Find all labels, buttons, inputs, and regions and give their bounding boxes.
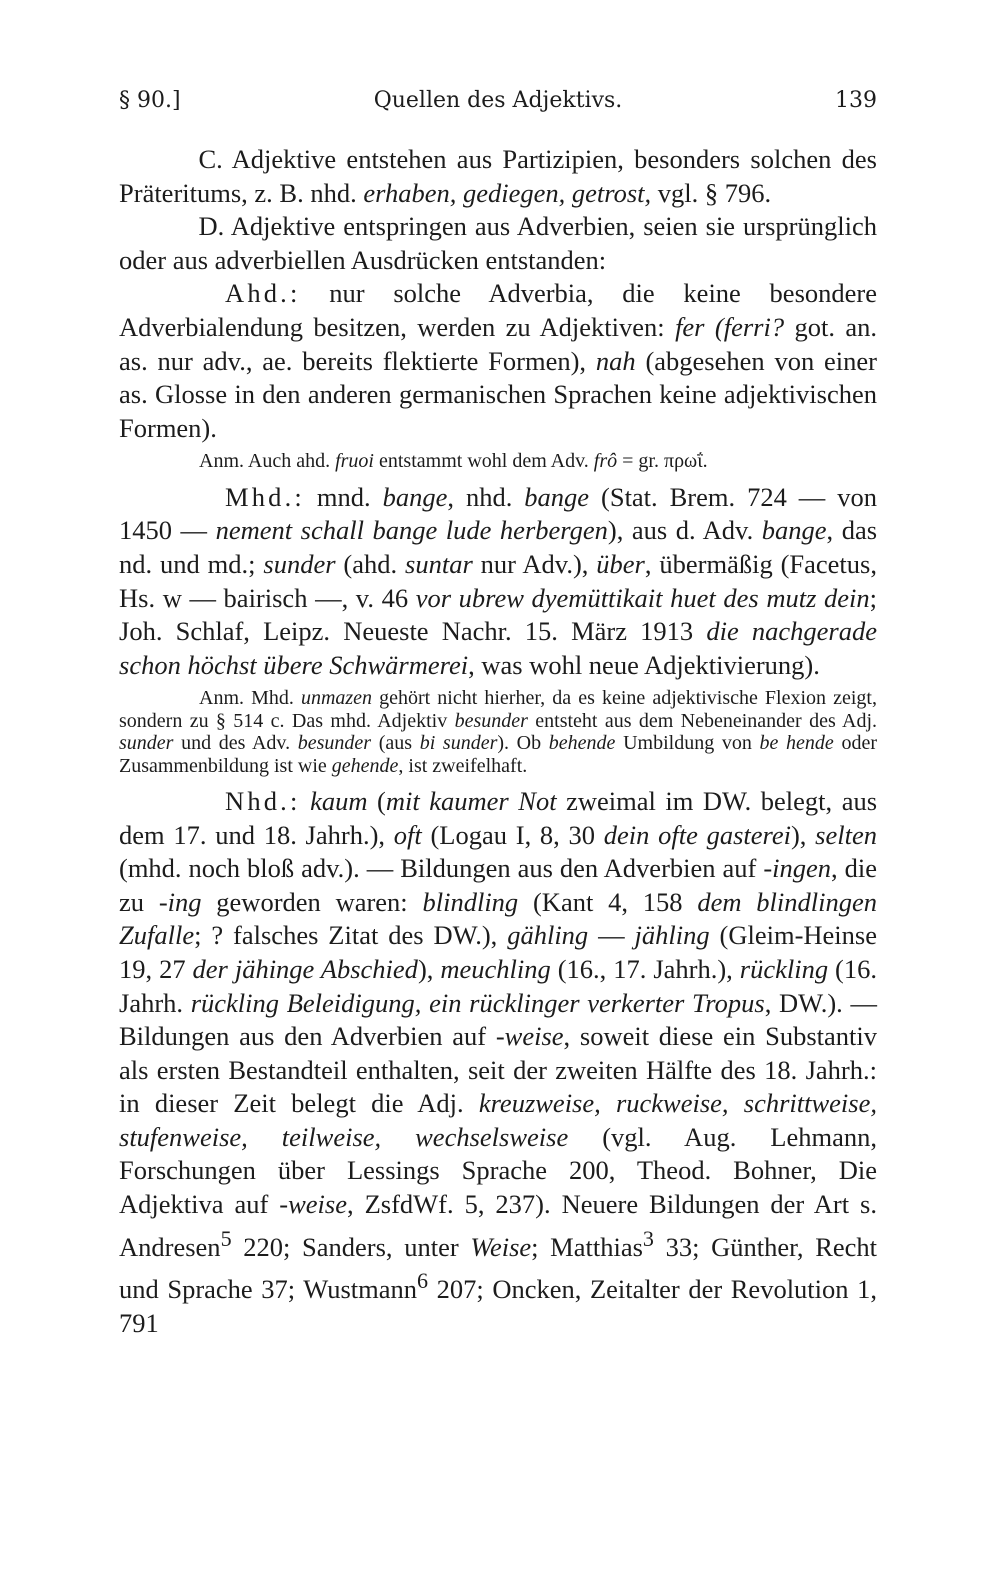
annotation-2: Anm. Mhd. unmazen gehört nicht hierher, da es keine adjektivische Flexion zeigt, sondern zu § 514 c. Das mhd. Adjektiv besunder entsteht aus dem Nebeneinander des Adj. sunder und des Adv. besunder (aus bi sunder). Ob behende Umbildung von be hende oder Zusammenbildung ist wie gehende, ist zweifelhaft. (119, 687, 878, 777)
paragraph-nhd: Nhd.: kaum (mit kaumer Not zweimal im DW. belegt, aus dem 17. und 18. Jahrh.), oft (Logau I, 8, 30 dein ofte gasterei), selten (mhd. noch bloß adv.). — Bildungen aus den Adverbien auf -ingen, die zu -ing geworden waren: blindling (Kant 4, 158 dem blindlingen Zufalle; ? falsches Zitat des DW.), gähling — jähling (Gleim-Heinse 19, 27 der jähinge Abschied), meuchling (16., 17. Jahrh.), rückling (16. Jahrh. rückling Beleidigung, ein rücklinger verkerter Tropus, DW.). — Bildungen aus den Adverbien auf -weise, soweit diese ein Substantiv als ersten Bestandteil enthalten, seit der zweiten Hälfte des 18. Jahrh.: in dieser Zeit belegt die Adj. kreuzweise, ruckweise, schrittweise, stufenweise, teilweise, wechselsweise (vgl. Aug. Lehmann, Forschungen über Lessings Sprache 200, Theod. Bohner, Die Adjektiva auf -weise, ZsfdWf. 5, 237). Neuere Bildungen der Art s. Andresen$^5$ 220; Sanders, unter Weise; Matthias$^3$ 33; Günther, Recht und Sprache 37; Wustmann$^6$ 207; Oncken, Zeitalter der Revolution 1, 791 (119, 785, 878, 1338)
paragraph-d: D. Adjektive entspringen aus Adverbien, seien sie ursprünglich oder aus adverbiellen Ausdrücken entstanden: (119, 211, 877, 275)
header-title: Quellen des Adjektivs. (373, 88, 623, 113)
paragraph-ahd: Ahd.: nur solche Adverbia, die keine besondere Adverbialendung besitzen, werden zu Adjektiven: fer (ferri? got. an. as. nur adv., ae. bereits flektierte Formen), nah (abgesehen von einer as. Glosse in den anderen germanischen Sprachen keine adjektivischen Formen). (119, 278, 878, 443)
header-section: § 90.] (119, 88, 181, 113)
annotation-1: Anm. Auch ahd. fruoi entstammt wohl dem Adv. frô = gr. πρωΐ. (199, 450, 708, 473)
page-number: 139 (835, 88, 877, 113)
running-header (119, 88, 877, 124)
page-body (119, 143, 877, 1340)
paragraph-mhd: Mhd.: mnd. bange, nhd. bange (Stat. Brem. 724 — von 1450 — nement schall bange lude herbergen), aus d. Adv. bange, das nd. und md.; sunder (ahd. suntar nur Adv.), über, übermäßig (Facetus, Hs. w — bairisch —, v. 46 vor ubrew dyemüttikait huet des mutz dein; Joh. Schlaf, Leipz. Neueste Nachr. 15. März 1913 die nachgerade schon höchst übere Schwärmerei, was wohl neue Adjektivierung). (119, 481, 878, 680)
paragraph-c: C. Adjektive entstehen aus Partizipien, besonders solchen des Präteritums, z. B. nhd. erhaben, gediegen, getrost, vgl. § 796. (119, 144, 877, 208)
